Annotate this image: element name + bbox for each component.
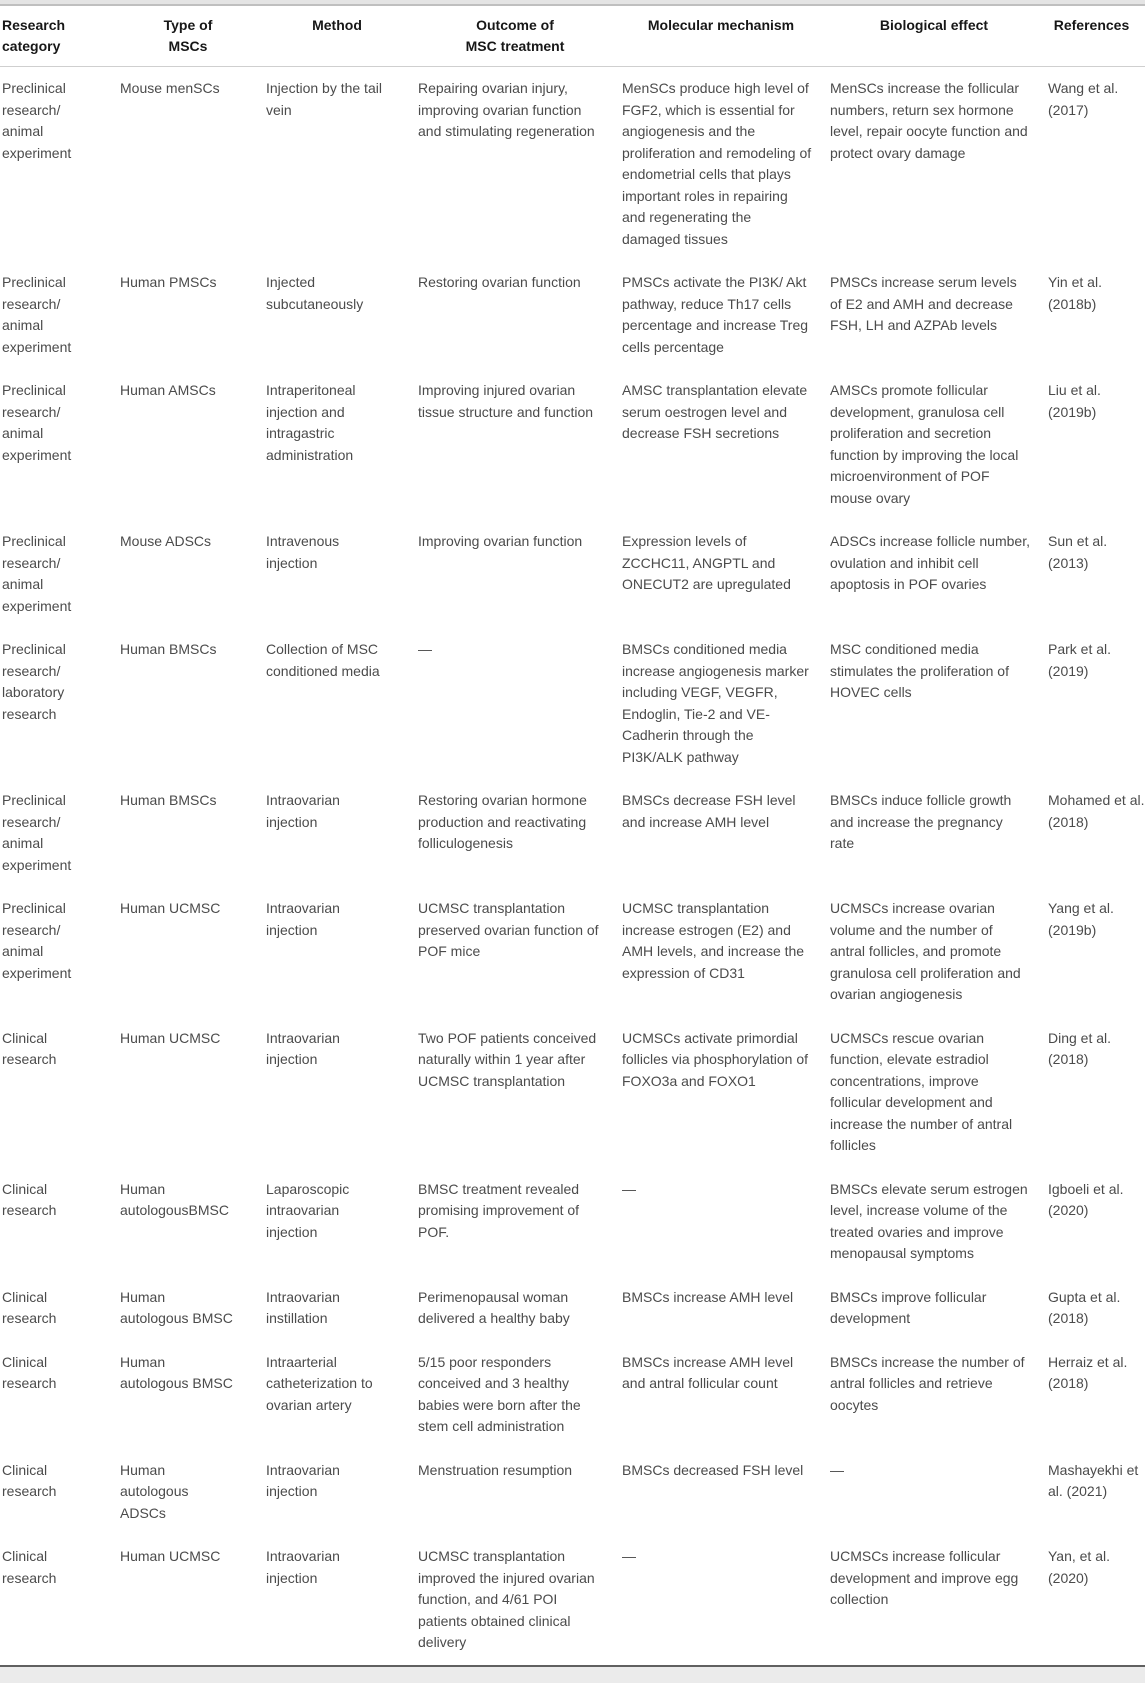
cell-reference: Herraiz et al. (2018) bbox=[1048, 1353, 1128, 1391]
cell-reference: Yang et al. (2019b) bbox=[1048, 900, 1114, 938]
cell-molecular-mechanism: BMSCs increase AMH level and antral follicular count bbox=[622, 1353, 794, 1391]
column-header-biological-effect bbox=[830, 6, 1048, 67]
header-row bbox=[0, 6, 1145, 67]
cell-research-category: Preclinical research/ animal experiment bbox=[2, 80, 72, 161]
cell-msc-type: Human autologous BMSC bbox=[120, 1288, 233, 1326]
cell-outcome: UCMSC transplantation improved the injured ovarian function, and 4/61 POI patients obtained clinical delivery bbox=[418, 1548, 595, 1650]
cell-reference: Yan, et al. (2020) bbox=[1048, 1548, 1111, 1586]
cell-outcome: Two POF patients conceived naturally within 1 year after UCMSC transplantation bbox=[418, 1029, 597, 1089]
cell-molecular-mechanism: Expression levels of ZCCHC11, ANGPTL and ONECUT2 are upregulated bbox=[622, 533, 791, 592]
cell-method: Intraarterial catheterization to ovarian artery bbox=[266, 1353, 373, 1413]
header-label: References bbox=[1053, 17, 1130, 33]
cell-msc-type: Mouse menSCs bbox=[120, 80, 220, 96]
cell-msc-type: Human UCMSC bbox=[120, 1548, 221, 1564]
cell-research-category: Clinical research bbox=[2, 1461, 57, 1499]
cell-biological-effect: AMSCs promote follicular development, granulosa cell proliferation and secretion function by improving the local microenvironment of POF mouse ovary bbox=[830, 382, 1019, 506]
table-row bbox=[0, 67, 1145, 262]
table-row bbox=[0, 1535, 1145, 1665]
cell-msc-type: Human AMSCs bbox=[120, 382, 216, 398]
table-row bbox=[0, 1276, 1145, 1341]
cell-molecular-mechanism: BMSCs conditioned media increase angiogenesis marker including VEGF, VEGFR, Endoglin, Tie-2 and VE-Cadherin through the PI3K/ALK pathway bbox=[622, 641, 809, 765]
cell-research-category: Preclinical research/ animal experiment bbox=[2, 792, 72, 873]
cell-research-category: Preclinical research/ animal experiment bbox=[2, 533, 72, 614]
cell-reference: Sun et al. (2013) bbox=[1048, 533, 1108, 571]
cell-biological-effect: UCMSCs increase ovarian volume and the number of antral follicles, and promote granulosa cell proliferation and ovarian angiogenesis bbox=[830, 900, 1021, 1002]
cell-outcome: 5/15 poor responders conceived and 3 healthy babies were born after the stem cell administration bbox=[418, 1353, 581, 1434]
cell-research-category: Clinical research bbox=[2, 1288, 57, 1326]
cell-msc-type: Human autologousBMSC bbox=[120, 1180, 229, 1218]
cell-biological-effect: BMSCs improve follicular development bbox=[830, 1288, 987, 1326]
cell-biological-effect: UCMSCs increase follicular development and improve egg collection bbox=[830, 1548, 1019, 1607]
header-label: Method bbox=[312, 17, 362, 33]
cell-msc-type: Human UCMSC bbox=[120, 900, 221, 916]
cell-reference: Mashayekhi et al. (2021) bbox=[1048, 1461, 1139, 1499]
cell-method: Injected subcutaneously bbox=[266, 274, 364, 312]
cell-method: Laparoscopic intraovarian injection bbox=[266, 1180, 350, 1240]
table-row bbox=[0, 1449, 1145, 1536]
table-row bbox=[0, 1017, 1145, 1168]
cell-reference: Yin et al. (2018b) bbox=[1048, 274, 1102, 312]
header-label: Molecular mechanism bbox=[647, 17, 795, 33]
column-header-molecular-mechanism bbox=[622, 6, 830, 67]
cell-biological-effect: UCMSCs rescue ovarian function, elevate estradiol concentrations, improve follicular development and increase the number of antral follicles bbox=[830, 1029, 1013, 1153]
header-label: Type of bbox=[163, 17, 213, 33]
header-label: MSC treatment bbox=[465, 38, 565, 54]
column-header-references bbox=[1048, 6, 1145, 67]
cell-outcome: Menstruation resumption bbox=[418, 1461, 573, 1478]
cell-method: Injection by the tail vein bbox=[266, 80, 382, 118]
table-row bbox=[0, 520, 1145, 628]
cell-outcome: Restoring ovarian hormone production and reactivating folliculogenesis bbox=[418, 792, 587, 851]
table-row bbox=[0, 261, 1145, 369]
cell-method: Intraperitoneal injection and intragastric administration bbox=[266, 382, 356, 463]
cell-outcome: UCMSC transplantation preserved ovarian function of POF mice bbox=[418, 900, 599, 959]
cell-msc-type: Mouse ADSCs bbox=[120, 533, 212, 549]
table-row bbox=[0, 369, 1145, 520]
cell-molecular-mechanism: BMSCs decreased FSH level bbox=[622, 1461, 804, 1478]
cell-biological-effect: BMSCs induce follicle growth and increase the pregnancy rate bbox=[830, 792, 1012, 851]
column-header-msc-type bbox=[120, 6, 266, 67]
cell-method: Intraovarian injection bbox=[266, 1548, 340, 1586]
cell-outcome: BMSC treatment revealed promising improvement of POF. bbox=[418, 1180, 580, 1240]
cell-research-category: Preclinical research/ animal experiment bbox=[2, 382, 72, 463]
cell-biological-effect: ADSCs increase follicle number, ovulation and inhibit cell apoptosis in POF ovaries bbox=[830, 533, 1030, 592]
cell-biological-effect: — bbox=[830, 1461, 844, 1478]
cell-research-category: Clinical research bbox=[2, 1029, 57, 1067]
cell-research-category: Preclinical research/ animal experiment bbox=[2, 900, 72, 981]
cell-research-category: Clinical research bbox=[2, 1180, 57, 1218]
cell-outcome: Restoring ovarian function bbox=[418, 274, 581, 290]
table-row bbox=[0, 628, 1145, 779]
cell-method: Intraovarian injection bbox=[266, 1029, 340, 1067]
cell-reference: Park et al. (2019) bbox=[1048, 641, 1112, 679]
table-row bbox=[0, 1341, 1145, 1449]
table-header bbox=[0, 6, 1145, 67]
table-row bbox=[0, 1168, 1145, 1276]
cell-research-category: Clinical research bbox=[2, 1353, 57, 1391]
cell-method: Intraovarian injection bbox=[266, 900, 340, 938]
cell-msc-type: Human autologous BMSC bbox=[120, 1353, 233, 1391]
cell-method: Intraovarian instillation bbox=[266, 1288, 340, 1326]
cell-msc-type: Human UCMSC bbox=[120, 1029, 221, 1046]
cell-reference: Wang et al. (2017) bbox=[1048, 80, 1119, 118]
cell-biological-effect: PMSCs increase serum levels of E2 and AMH and decrease FSH, LH and AZPAb levels bbox=[830, 274, 1017, 333]
cell-biological-effect: BMSCs increase the number of antral follicles and retrieve oocytes bbox=[830, 1353, 1025, 1413]
cell-outcome: Perimenopausal woman delivered a healthy baby bbox=[418, 1288, 570, 1326]
cell-research-category: Preclinical research/ animal experiment bbox=[2, 274, 72, 355]
cell-method: Collection of MSC conditioned media bbox=[266, 641, 380, 679]
cell-msc-type: Human PMSCs bbox=[120, 274, 217, 290]
column-header-research-category bbox=[0, 6, 120, 67]
cell-outcome: Improving ovarian function bbox=[418, 533, 583, 549]
column-header-method bbox=[266, 6, 418, 67]
table-row bbox=[0, 887, 1145, 1017]
cell-research-category: Preclinical research/ laboratory research bbox=[2, 641, 66, 722]
table-body bbox=[0, 67, 1145, 1665]
cell-molecular-mechanism: UCMSCs activate primordial follicles via phosphorylation of FOXO3a and FOXO1 bbox=[622, 1029, 808, 1089]
cell-molecular-mechanism: UCMSC transplantation increase estrogen (E2) and AMH levels, and increase the expression of CD31 bbox=[622, 900, 805, 981]
cell-molecular-mechanism: PMSCs activate the PI3K/ Akt pathway, reduce Th17 cells percentage and increase Treg cells percentage bbox=[622, 274, 809, 355]
cell-biological-effect: MenSCs increase the follicular numbers, return sex hormone level, repair oocyte function and protect ovary damage bbox=[830, 80, 1028, 161]
cell-biological-effect: MSC conditioned media stimulates the proliferation of HOVEC cells bbox=[830, 641, 1009, 700]
cell-molecular-mechanism: — bbox=[622, 1548, 636, 1564]
cell-msc-type: Human BMSCs bbox=[120, 792, 217, 808]
cell-method: Intraovarian injection bbox=[266, 1461, 340, 1499]
header-label: Biological effect bbox=[879, 17, 989, 33]
cell-molecular-mechanism: AMSC transplantation elevate serum oestrogen level and decrease FSH secretions bbox=[622, 382, 808, 441]
cell-reference: Ding et al. (2018) bbox=[1048, 1029, 1112, 1067]
cell-reference: Igboeli et al. (2020) bbox=[1048, 1180, 1124, 1218]
cell-reference: Mohamed et al. (2018) bbox=[1048, 792, 1145, 830]
cell-molecular-mechanism: BMSCs decrease FSH level and increase AMH level bbox=[622, 792, 796, 830]
table-bottom-rule bbox=[0, 1665, 1145, 1683]
cell-outcome: Repairing ovarian injury, improving ovarian function and stimulating regeneration bbox=[418, 80, 595, 139]
cell-reference: Gupta et al. (2018) bbox=[1048, 1288, 1121, 1326]
cell-molecular-mechanism: BMSCs increase AMH level bbox=[622, 1288, 794, 1305]
header-label: Research bbox=[2, 17, 66, 33]
cell-molecular-mechanism: — bbox=[622, 1180, 636, 1197]
cell-outcome: Improving injured ovarian tissue structure and function bbox=[418, 382, 594, 420]
cell-method: Intraovarian injection bbox=[266, 792, 340, 830]
header-label: Outcome of bbox=[476, 17, 554, 33]
column-header-outcome bbox=[418, 6, 622, 67]
cell-msc-type: Human autologous ADSCs bbox=[120, 1461, 189, 1521]
cell-msc-type: Human BMSCs bbox=[120, 641, 217, 657]
msc-research-table bbox=[0, 6, 1145, 1665]
table-row bbox=[0, 779, 1145, 887]
cell-research-category: Clinical research bbox=[2, 1548, 57, 1586]
cell-method: Intravenous injection bbox=[266, 533, 340, 571]
cell-molecular-mechanism: MenSCs produce high level of FGF2, which is essential for angiogenesis and the proliferation and remodeling of endometrial cells that plays important roles in repairing and regenerating the damaged tissues bbox=[622, 80, 812, 247]
cell-biological-effect: BMSCs elevate serum estrogen level, increase volume of the treated ovaries and improve menopausal symptoms bbox=[830, 1180, 1028, 1261]
header-label: MSCs bbox=[168, 38, 208, 54]
cell-outcome: — bbox=[418, 641, 432, 657]
header-label: category bbox=[2, 38, 61, 54]
cell-reference: Liu et al. (2019b) bbox=[1048, 382, 1101, 420]
